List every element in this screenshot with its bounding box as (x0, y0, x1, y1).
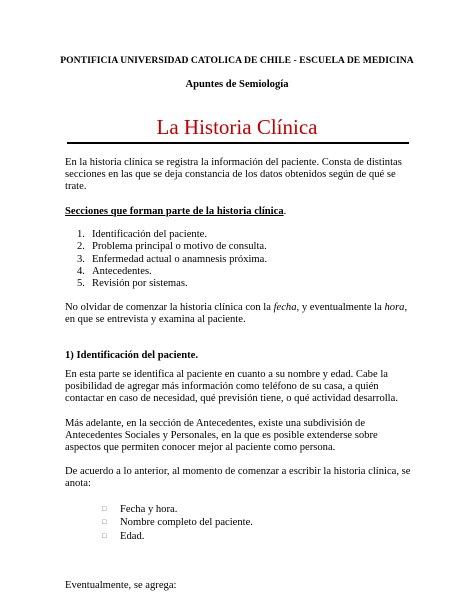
sections-heading-suffix: . (283, 206, 287, 217)
identification-closing: Eventualmente, se agrega: (65, 580, 177, 591)
bullet-square-icon: □ (102, 518, 107, 527)
list-item (102, 516, 253, 529)
list-item (77, 241, 267, 253)
page-title (0, 114, 474, 140)
list-item-label: Revisión por sistemas. (92, 278, 188, 290)
bullet-square-icon: □ (102, 505, 107, 513)
sections-heading-text: Secciones que forman parte de la historia clínica (65, 206, 284, 217)
institution-header: PONTIFICIA UNIVERSIDAD CATOLICA DE CHILE - ESCUELA DE MEDICINA (60, 55, 414, 66)
sections-list (77, 229, 267, 290)
list-item-number: 1. (77, 229, 85, 240)
list-item (77, 229, 267, 241)
sections-heading (65, 206, 415, 218)
list-item (77, 254, 267, 266)
reminder-part1: No olvidar de comenzar la historia clínica con la (65, 302, 274, 313)
list-item-number: 5. (77, 278, 85, 290)
list-item (102, 530, 253, 543)
list-item-label: Fecha y hora. (120, 504, 178, 515)
list-item-label: Problema principal o motivo de consulta. (92, 241, 267, 253)
reminder-part2: , y eventualmente la (296, 302, 385, 313)
list-item (102, 503, 253, 516)
list-item (77, 278, 267, 290)
bullet-square-icon: □ (102, 531, 107, 540)
course-subtitle: Apuntes de Semiología (185, 79, 289, 90)
list-item-label: Nombre completo del paciente. (120, 517, 253, 529)
title-divider (67, 142, 409, 144)
reminder-hora: hora (384, 302, 405, 313)
list-item-label: Edad. (120, 530, 145, 542)
list-item (77, 266, 267, 278)
identification-bullet-list (102, 503, 253, 543)
list-item-number: 2. (77, 241, 85, 253)
identification-paragraph-1: En esta parte se identifica al paciente en cuanto a su nombre y edad. Cabe la posibilidad de agregar más información como teléfono de su casa, a quién contactar en caso de necesidad, qué previsión tiene, o qué actividad desarrolla. (65, 369, 398, 405)
reminder-fecha: fecha (273, 302, 297, 313)
intro-paragraph: En la historia clínica se registra la información del paciente. Consta de distintas secciones en las que se deja constancia de los datos obtenidos según de qué se trate. (65, 157, 402, 193)
list-item-label: Antecedentes. (92, 265, 152, 277)
list-item-label: Enfermedad actual o anamnesis próxima. (92, 253, 268, 265)
identification-paragraph-3: De acuerdo a lo anterior, al momento de comenzar a escribir la historia clínica, se anota: (65, 466, 411, 490)
list-item-number: 3. (77, 253, 85, 265)
list-item-number: 4. (77, 265, 85, 277)
list-item-label: Identificación del paciente. (92, 229, 208, 240)
identification-heading: 1) Identificación del paciente. (65, 350, 198, 361)
reminder-part3: , en que se entrevista y examina al paciente. (65, 302, 408, 326)
reminder-paragraph (65, 302, 415, 326)
identification-paragraph-2: Más adelante, en la sección de Antecedentes, existe una subdivisión de Antecedentes Sociales y Personales, en la que es posible extenderse sobre aspectos que permiten conocer mejor al paciente como persona. (65, 418, 378, 454)
page-title-text: La Historia Clínica (156, 115, 318, 139)
